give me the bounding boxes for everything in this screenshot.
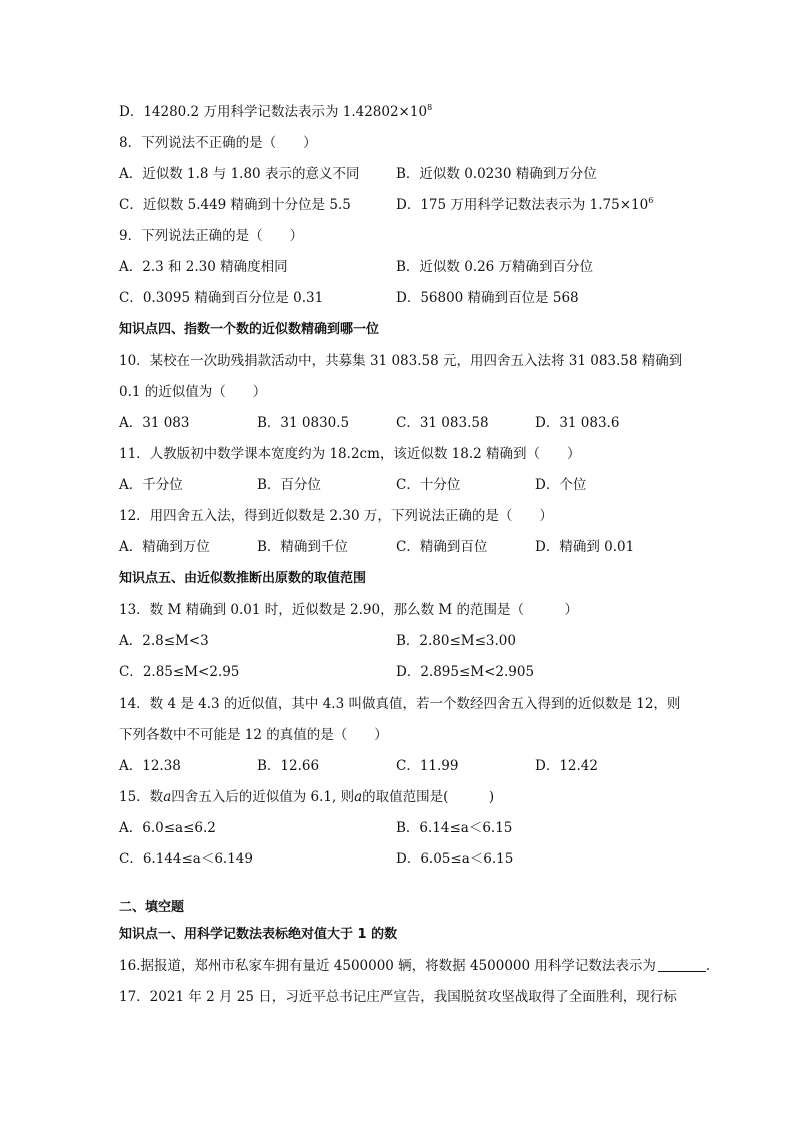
- q16-answer-blank[interactable]: [658, 959, 706, 972]
- q10-stem-line1: 10．某校在一次助残捐款活动中，共募集 31 083.58 元，用四舍五入法将 31 083.58 精确到: [119, 353, 683, 369]
- q10-option-d: D．31 083.6: [535, 415, 620, 431]
- q9-option-b: B．近似数 0.26 万精确到百分位: [396, 259, 594, 275]
- q8-option-c: C．近似数 5.449 精确到十分位是 5.5: [119, 197, 351, 213]
- q14-stem-line1: 14．数 4 是 4.3 的近似值，其中 4.3 叫做真值，若一个数经四舍五入得到的近似数是 12，则: [119, 696, 681, 712]
- q13-stem: 13．数 M 精确到 0.01 时，近似数是 2.90，那么数 M 的范围是（ ）: [119, 602, 578, 618]
- section-heading-5: 知识点五、由近似数推断出原数的取值范围: [119, 571, 367, 586]
- q12-option-d: D．精确到 0.01: [535, 539, 635, 555]
- q15-stem: 15．数a四舍五入后的近似值为 6.1, 则a的取值范围是( ): [119, 789, 495, 805]
- q9-option-c: C．0.3095 精确到百分位是 0.31: [119, 290, 324, 306]
- q15-option-b: B．6.14≤a＜6.15: [396, 820, 513, 836]
- q11-option-a: A．千分位: [119, 477, 183, 493]
- q8-stem: 8．下列说法不正确的是（ ）: [119, 135, 317, 151]
- q13-option-b: B．2.80≤M≤3.00: [396, 633, 516, 649]
- q8-option-d: D．175 万用科学记数法表示为 $1.75\times 10^6$: [396, 196, 654, 213]
- q11-option-d: D．个位: [535, 477, 587, 493]
- q13-option-a: A．2.8≤M<3: [119, 633, 209, 649]
- q13-option-c: C．2.85≤M<2.95: [119, 664, 240, 680]
- part-heading-fill-in: 二、填空题: [119, 900, 185, 915]
- q8-option-b: B．近似数 0.0230 精确到万分位: [396, 166, 597, 182]
- q15-option-d: D．6.05≤a＜6.15: [396, 851, 514, 867]
- q11-option-b: B．百分位: [257, 477, 321, 493]
- q9-stem: 9．下列说法正确的是（ ）: [119, 228, 304, 244]
- q11-stem: 11．人教版初中数学课本宽度约为 18.2cm，该近似数 18.2 精确到（ ）: [119, 446, 581, 462]
- q11-option-c: C．十分位: [396, 477, 461, 493]
- q15-option-c: C．6.144≤a＜6.149: [119, 851, 253, 867]
- q12-option-a: A．精确到万位: [119, 539, 210, 555]
- q16-stem: 16.据报道，郑州市私家车拥有量近 4500000 辆，将数据 4500000 用科学记数法表示为 .: [119, 958, 711, 974]
- q14-option-c: C．11.99: [396, 758, 459, 774]
- section-heading-4: 知识点四、指数一个数的近似数精确到哪一位: [119, 322, 380, 337]
- q13-option-d: D．2.895≤M<2.905: [396, 664, 535, 680]
- q10-option-b: B．31 0830.5: [257, 415, 350, 431]
- q14-stem-line2: 下列各数中不可能是 12 的真值的是（ ）: [119, 727, 388, 743]
- q12-option-b: B．精确到千位: [257, 539, 348, 555]
- q9-option-d: D．56800 精确到百位是 568: [396, 290, 579, 306]
- q15-option-a: A．6.0≤a≤6.2: [119, 820, 216, 836]
- q14-option-d: D．12.42: [535, 758, 598, 774]
- q8-option-a: A．近似数 1.8 与 1.80 表示的意义不同: [119, 166, 360, 182]
- q10-option-c: C．31 083.58: [396, 415, 489, 431]
- q17-stem: 17．2021 年 2 月 25 日，习近平总书记庄严宣告，我国脱贫攻坚战取得了全面胜利，现行标: [119, 989, 677, 1005]
- q14-option-a: A．12.38: [119, 758, 181, 774]
- q7-option-d: D．14280.2 万用科学记数法表示为 $1.42802\times 10^8$: [119, 103, 433, 120]
- q12-stem: 12．用四舍五入法，得到近似数是 2.30 万，下列说法正确的是（ ）: [119, 508, 553, 524]
- q12-option-c: C．精确到百位: [396, 539, 488, 555]
- q14-option-b: B．12.66: [257, 758, 320, 774]
- section-heading-1: 知识点一、用科学记数法表标绝对值大于 1 的数: [119, 927, 398, 942]
- q9-option-a: A．2.3 和 2.30 精确度相同: [119, 259, 288, 275]
- q10-option-a: A．31 083: [119, 415, 190, 431]
- q10-stem-line2: 0.1 的近似值为（ ）: [119, 384, 267, 400]
